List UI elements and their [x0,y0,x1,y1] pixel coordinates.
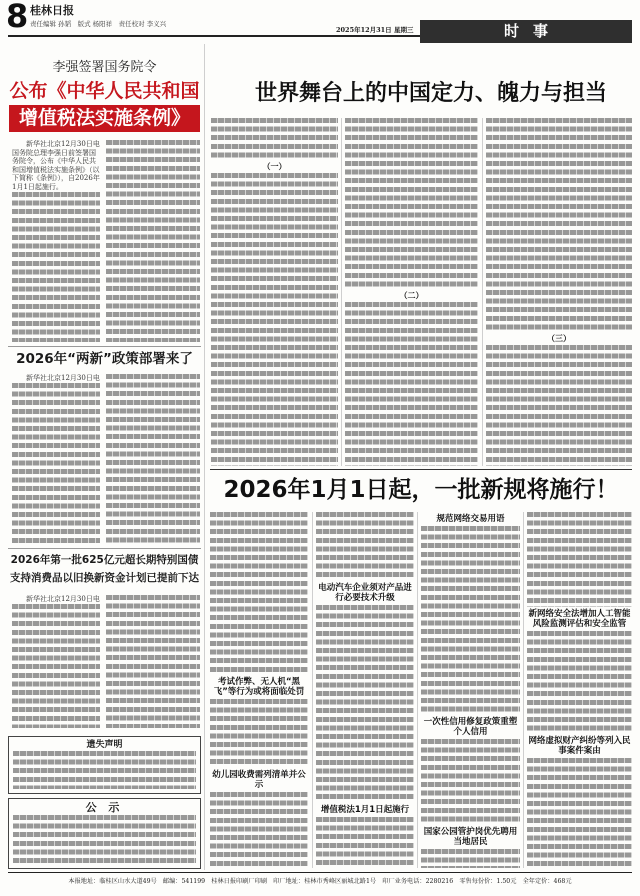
article-bonds-headline-1: 2026年第一批625亿元超长期特别国债 [10,554,199,566]
page-number: 8 [6,0,29,35]
subhead-cybersecurity-law: 新网络安全法增加人工智能风险监测评估和安全监管 [528,609,631,629]
header-rule [8,35,420,37]
article-new-rules-col-2 [316,512,414,868]
article-world-body-text [486,345,632,466]
article-new-rules-body-text [527,758,632,868]
article-new-rules-col-1 [210,512,308,868]
lost-notice-text [13,751,196,789]
column-divider [417,512,418,868]
article-bonds-headline-2: 支持消费品以旧换新资金计划已提前下达 [10,572,199,584]
article-new-rules-body-text [210,792,308,868]
paper-name: 桂林日报 [30,4,74,17]
lost-notice-box [8,736,201,794]
section-title: 时事 [503,22,562,40]
article-world-body-col-1 [211,118,338,466]
subhead-exam-cheating-drones: 考试作弊、无人机“黑飞”等行为或将面临处罚 [213,677,305,697]
column-divider [482,118,483,466]
subhead-kindergarten-fees: 幼儿园收费需列清单并公示 [212,770,306,790]
article-two-new-lead: 新华社北京12月30日电 [26,374,100,382]
subhead-electric-vehicles: 电动汽车企业须对产品进行必要技术升级 [318,583,412,603]
article-two-new-body-text [12,383,100,544]
article-vat-body-text [106,140,200,342]
subhead-national-park-jobs: 国家公园管护岗优先聘用当地居民 [423,827,518,847]
article-new-rules-body-text [527,512,632,607]
article-world-body-text [211,173,338,466]
section-banner [420,20,632,43]
subhead-credit-repair: 一次性信用修复政策重塑个人信用 [423,717,518,737]
article-world-headline: 世界舞台上的中国定力、魄力与担当 [254,81,607,106]
article-bonds-body-text [106,595,200,728]
article-vat-headline-1: 公布《中华人民共和国 [9,80,200,102]
article-new-rules-col-3 [421,512,520,868]
article-two-new-body-col-2 [106,374,200,544]
article-world-body-text [211,118,338,161]
left-column-divider [204,44,205,870]
article-world-body-text [345,118,478,290]
footer-imprint: 本报地址：临桂区山水大道49号 邮编：541199 桂林日报印刷厂印刷 印厂地址：桂林市秀峰区丽城北路1号 印厂业务电话：2280216 零售每份价：1.50元 全年定价：468元 [8,872,632,892]
article-separator [8,548,201,549]
staff-credits: 责任编辑 孙韬 版式 杨阳祥 责任校对 李义兴 [30,20,167,28]
article-two-new-body-col-1 [12,374,100,544]
article-new-rules-body-text [421,849,520,868]
article-new-rules-headline: 2026年1月1日起，一批新规将施行！ [223,477,619,503]
public-notice-title: 公 示 [85,801,124,814]
article-two-new-headline: 2026年“两新”政策部署来了 [16,351,193,367]
article-world-body-text [345,302,478,466]
article-vat-kicker: 李强签署国务院令 [52,60,157,75]
lost-notice-title: 遗失声明 [86,740,123,750]
section-marker-1: （一） [262,162,287,171]
article-bonds-body-col-2 [106,595,200,728]
subhead-virtual-property: 网络虚拟财产纠纷等列入民事案件案由 [528,736,631,756]
article-new-rules-body-text [316,512,414,581]
article-two-new-body-text [106,374,200,544]
column-divider [341,118,342,466]
article-separator [8,346,201,347]
article-vat-lead: 新华社北京12月30日电 国务院总理李强日前签署国务院令，公布《中华人民共和国增值税法实施条例》（以下简称《条例》），自2026年1月1日起施行。 [12,140,100,191]
article-new-rules-body-text [210,699,308,768]
article-new-rules-body-text [527,631,632,734]
public-notice-box [8,798,201,869]
article-vat-body-col-2 [106,140,200,342]
article-vat-body-text [12,192,100,342]
subhead-online-trading: 规范网络交易用语 [436,514,505,524]
article-new-rules-col-4 [527,512,632,868]
article-separator [210,469,632,470]
article-new-rules-body-text [316,817,414,868]
article-bonds-body-col-1 [12,595,100,728]
article-world-body-col-2 [345,118,478,466]
section-marker-2: （二） [399,291,424,300]
article-new-rules-body-text [421,739,520,825]
article-vat-body-col-1 [12,140,100,342]
article-bonds-lead: 新华社北京12月30日电 [26,595,100,603]
article-new-rules-body-text [316,605,414,803]
public-notice-text [13,815,196,864]
column-divider [312,512,313,868]
section-marker-3: （三） [547,334,571,343]
article-vat-headline-2: 增值税法实施条例》 [9,105,200,132]
article-new-rules-body-text [421,526,520,715]
subhead-vat-law: 增值税法1月1日起施行 [320,805,410,815]
article-world-body-text [486,118,632,333]
issue-date: 2025年12月31日 星期三 [336,26,414,34]
article-world-body-col-3 [486,118,632,466]
column-divider [523,512,524,868]
article-bonds-body-text [12,604,100,728]
article-new-rules-body-text [210,512,308,675]
